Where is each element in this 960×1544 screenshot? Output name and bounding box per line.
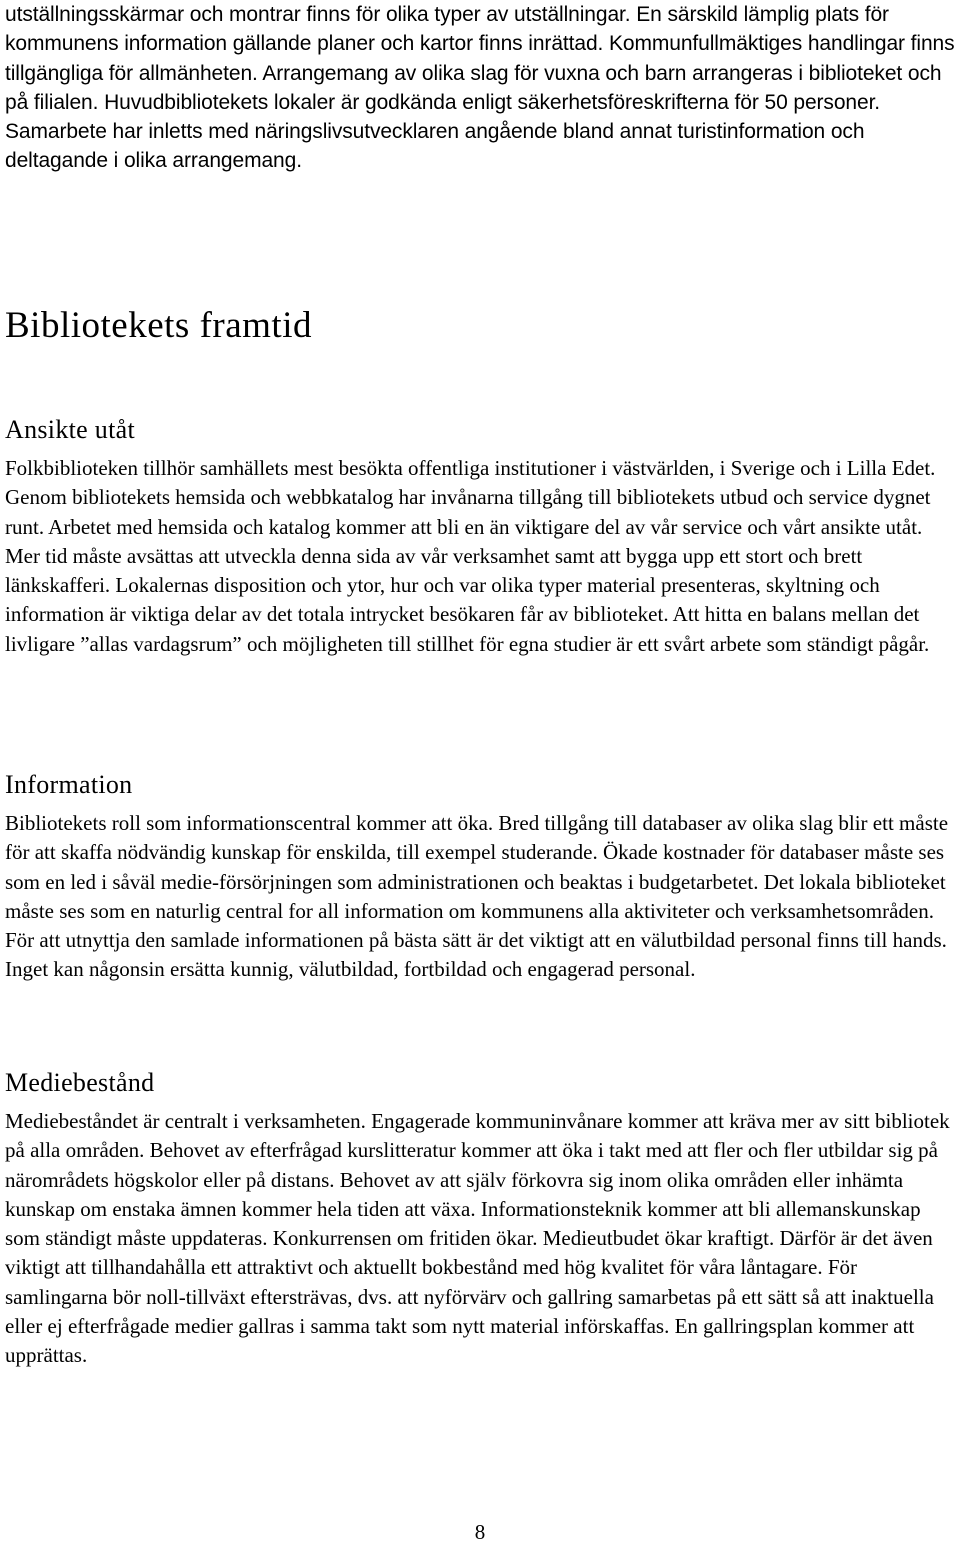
section-heading: Information [5, 770, 133, 799]
page-title: Bibliotekets framtid [5, 305, 312, 346]
page-number: 8 [474, 1520, 486, 1544]
intro-paragraph: utställningsskärmar och montrar finns för olika typer av utställningar. En särskild lämplig plats för kommunens information gällande planer och kartor finns inrättad. Kommunfullmäktiges handlingar finns tillgängliga för allmänheten. Arrangemang av olika slag för vuxna och barn arrangeras i biblioteket och på filialen. Huvudbibliotekets lokaler är godkända enligt säkerhetsföreskrifterna för 50 personer. Samarbete har inletts med näringslivsutvecklaren angående bland annat turistinformation och deltagande i olika arrangemang. [5, 3, 955, 173]
section-body: Folkbiblioteken tillhör samhällets mest besökta offentliga institutioner i västvärlden, i Sverige och i Lilla Edet. Genom bibliotekets hemsida och webbkatalog har invånarna tillgång till bibliotekets utbud och service dygnet runt. Arbetet med hemsida och katalog kommer att bli en än viktigare del av vår service och vårt ansikte utåt. Mer tid måste avsättas att utveckla denna sida av vår verksamhet samt att bygga upp ett stort och brett länkskafferi. Lokalernas disposition och ytor, hur och var olika typer material presenteras, skyltning och information är viktiga delar av det totala intrycket besökaren får av biblioteket. Att hitta en balans mellan det livligare ”allas vardagsrum” och möjligheten till stillhet för egna studier är ett svårt arbete som ständigt pågår. [5, 456, 936, 656]
section-body: Mediebeståndet är centralt i verksamheten. Engagerade kommuninvånare kommer att kräva mer av sitt bibliotek på alla områden. Behovet av efterfrågad kurslitteratur kommer att öka i takt med att fler och fler utbildar sig på närområdets högskolor eller på distans. Behovet av att själv förkovra sig inom olika områden eller inhämta kunskap om enstaka ämnen kommer hela tiden att växa. Informationsteknik kommer att bli allemanskunskap som ständigt måste uppdateras. Konkurrensen om fritiden ökar. Medieutbudet ökar kraftigt. Därför är det även viktigt att tillhandahålla ett attraktivt och aktuellt bokbestånd med hög kvalitet för våra låntagare. För samlingarna bör noll-tillväxt eftersträvas, dvs. att nyförvärv och gallring samarbetas på ett sätt så att inaktuella eller ej efterfrågade medier gallras i samma takt som nytt material införskaffas. En gallringsplan kommer att upprättas. [5, 1109, 950, 1368]
section-body: Bibliotekets roll som informationscentral kommer att öka. Bred tillgång till databaser av olika slag blir ett måste för att skaffa nödvändig kunskap för enskilda, till exempel studerande. Ökade kostnader för databaser måste ses som en led i såväl medie-försörjningen som administrationen och beaktas i budgetarbetet. Det lokala biblioteket måste ses som en naturlig central for all information om kommunens alla aktiviteter och verksamhetsområden. För att utnyttja den samlade informationen på bästa sätt är det viktigt att en välutbildad personal finns till hands. Inget kan någonsin ersätta kunnig, välutbildad, fortbildad och engagerad personal. [5, 811, 949, 982]
document-page [5, 0, 960, 1368]
section-heading: Ansikte utåt [5, 415, 135, 444]
section-information [5, 769, 960, 985]
section-mediebestand [5, 1067, 960, 1371]
section-ansikte-utat [5, 414, 960, 659]
section-heading: Mediebestånd [5, 1068, 155, 1097]
